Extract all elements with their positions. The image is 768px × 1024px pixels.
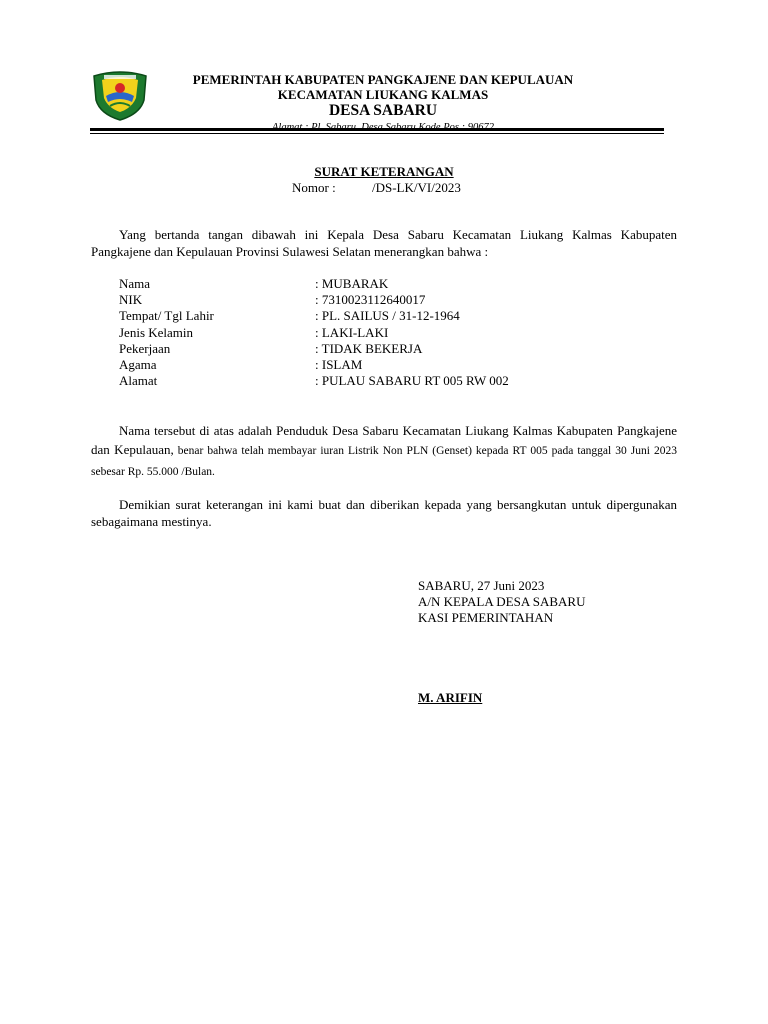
field-label: Jenis Kelamin: [119, 324, 194, 340]
letterhead-government: PEMERINTAH KABUPATEN PANGKAJENE DAN KEPULAUAN: [192, 72, 574, 87]
statement-text-part2: benar bahwa telah membayar iuran Listrik Non PLN (Genset) kepada RT 005 pada tanggal 30 Juni 2023 sebesar Rp. 55.000 /Bulan.: [91, 445, 677, 478]
field-value: : LAKI-LAKI: [315, 324, 389, 340]
field-value: : 7310023112640017: [315, 292, 426, 308]
field-label: Alamat: [119, 373, 158, 389]
letterhead-district: KECAMATAN LIUKANG KALMAS: [277, 87, 489, 102]
letter-number-value: /DS-LK/VI/2023: [372, 180, 461, 195]
signature-place-date: SABARU, 27 Juni 2023: [418, 578, 545, 593]
opening-paragraph: [91, 227, 677, 260]
field-label: Pekerjaan: [119, 340, 171, 356]
field-value: : MUBARAK: [315, 276, 389, 291]
letterhead-village: DESA SABARU: [328, 102, 438, 119]
closing-paragraph: [91, 497, 677, 530]
statement-text-part1: Nama tersebut di atas adalah Penduduk Desa Sabaru Kecamatan Liukang Kalmas Kabupaten Pangkajene dan Kepulauan,: [91, 423, 677, 457]
field-value: : TIDAK BEKERJA: [315, 340, 423, 356]
field-row: [119, 325, 509, 341]
signature-position: KASI PEMERINTAHAN: [418, 610, 554, 625]
letterhead-rule-thin: [90, 133, 664, 134]
field-row: [119, 292, 509, 308]
regency-emblem-icon: [90, 70, 150, 122]
signature-on-behalf: A/N KEPALA DESA SABARU: [418, 594, 586, 609]
opening-text: Yang bertanda tangan dibawah ini Kepala Desa Sabaru Kecamatan Liukang Kalmas Kabupaten Pangkajene dan Kepulauan Provinsi Sulawesi Selatan menerangkan bahwa :: [91, 227, 677, 259]
signer-name: M. ARIFIN: [418, 690, 483, 705]
signature-block: [418, 578, 585, 626]
field-row: [119, 373, 509, 389]
field-value: : PL. SAILUS / 31-12-1964: [315, 308, 460, 324]
field-row: [119, 308, 509, 324]
closing-text: Demikian surat keterangan ini kami buat dan diberikan kepada yang bersangkutan untuk dipergunakan sebagaimana mestinya.: [91, 497, 677, 529]
letter-title: SURAT KETERANGAN: [314, 164, 454, 179]
field-label: NIK: [119, 292, 143, 308]
field-value: : PULAU SABARU RT 005 RW 002: [315, 373, 509, 389]
field-row: [119, 357, 509, 373]
statement-paragraph: [91, 421, 677, 482]
field-row: [119, 341, 509, 357]
letterhead: [150, 72, 616, 134]
field-label: Nama: [119, 276, 151, 291]
letter-number: [292, 180, 461, 196]
field-label: Agama: [119, 356, 157, 372]
field-value: : ISLAM: [315, 356, 363, 372]
letterhead-rule-thick: [90, 128, 664, 131]
letter-number-label: Nomor :: [292, 180, 336, 195]
field-label: Tempat/ Tgl Lahir: [119, 308, 214, 324]
identity-fields: [119, 276, 509, 389]
field-row: [119, 276, 509, 292]
